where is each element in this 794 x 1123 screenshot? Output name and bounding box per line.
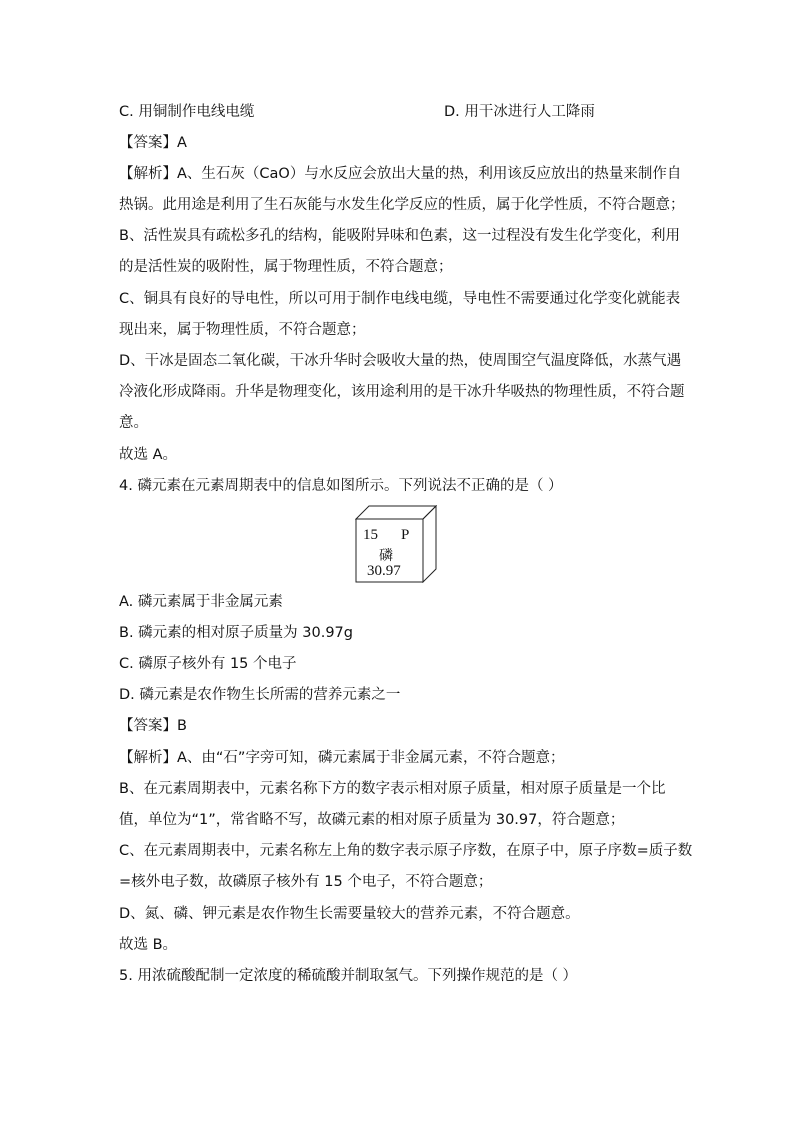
option-a: A. 磷元素属于非金属元素 <box>119 594 283 610</box>
element-name: 磷 <box>379 548 393 564</box>
atomic-number: 15 <box>363 527 378 543</box>
conclusion: 故选 A。 <box>119 447 178 463</box>
question-stem: 5. 用浓硫酸配制一定浓度的稀硫酸并制取氢气。下列操作规范的是（ ） <box>119 968 578 984</box>
analysis-line: 现出来，属于物理性质，不符合题意； <box>119 322 366 338</box>
analysis-line: =核外电子数，故磷原子核外有 15 个电子，不符合题意； <box>119 874 493 890</box>
analysis-line: 的是活性炭的吸附性，属于物理性质，不符合题意； <box>119 259 453 275</box>
analysis-line: 意。 <box>119 415 148 431</box>
option-d: D. 用干冰进行人工降雨 <box>444 104 595 120</box>
analysis-line: B、活性炭具有疏松多孔的结构，能吸附异味和色素，这一过程没有发生化学变化，利用 <box>119 228 680 244</box>
analysis-line: 【解析】A、由“石”字旁可知，磷元素属于非金属元素，不符合题意； <box>119 750 565 766</box>
analysis-line: 【解析】A、生石灰（CaO）与水反应会放出大量的热，利用该反应放出的热量来制作自 <box>119 166 682 182</box>
option-c: C. 用铜制作电线电缆 <box>119 104 255 120</box>
answer-label: 【答案】B <box>119 718 187 734</box>
question-stem: 4. 磷元素在元素周期表中的信息如图所示。下列说法不正确的是（ ） <box>119 478 563 494</box>
answer-label: 【答案】A <box>119 135 187 151</box>
analysis-line: B、在元素周期表中，元素名称下方的数字表示相对原子质量，相对原子质量是一个比 <box>119 781 666 797</box>
analysis-line: D、氮、磷、钾元素是农作物生长需要量较大的营养元素，不符合题意。 <box>119 906 580 922</box>
analysis-line: 热锅。此用途是利用了生石灰能与水发生化学反应的性质，属于化学性质，不符合题意； <box>119 197 685 213</box>
option-c: C. 磷原子核外有 15 个电子 <box>119 656 297 672</box>
analysis-line: 冷液化形成降雨。升华是物理变化，该用途利用的是干冰升华吸热的物理性质，不符合题 <box>119 384 685 400</box>
periodic-table-cell <box>355 505 437 583</box>
element-symbol: P <box>401 527 410 543</box>
analysis-line: C、铜具有良好的导电性，所以可用于制作电线电缆，导电性不需要通过化学变化就能表 <box>119 291 681 307</box>
atomic-mass: 30.97 <box>367 563 401 579</box>
conclusion: 故选 B。 <box>119 937 178 953</box>
option-b: B. 磷元素的相对原子质量为 30.97g <box>119 625 353 641</box>
analysis-line: 值，单位为“1”，常省略不写，故磷元素的相对原子质量为 30.97，符合题意； <box>119 812 625 828</box>
analysis-line: C、在元素周期表中，元素名称左上角的数字表示原子序数，在原子中，原子序数=质子数 <box>119 843 693 859</box>
analysis-line: D、干冰是固态二氧化碳，干冰升华时会吸收大量的热，使周围空气温度降低，水蒸气遇 <box>119 353 682 369</box>
option-d: D. 磷元素是农作物生长所需的营养元素之一 <box>119 687 401 703</box>
